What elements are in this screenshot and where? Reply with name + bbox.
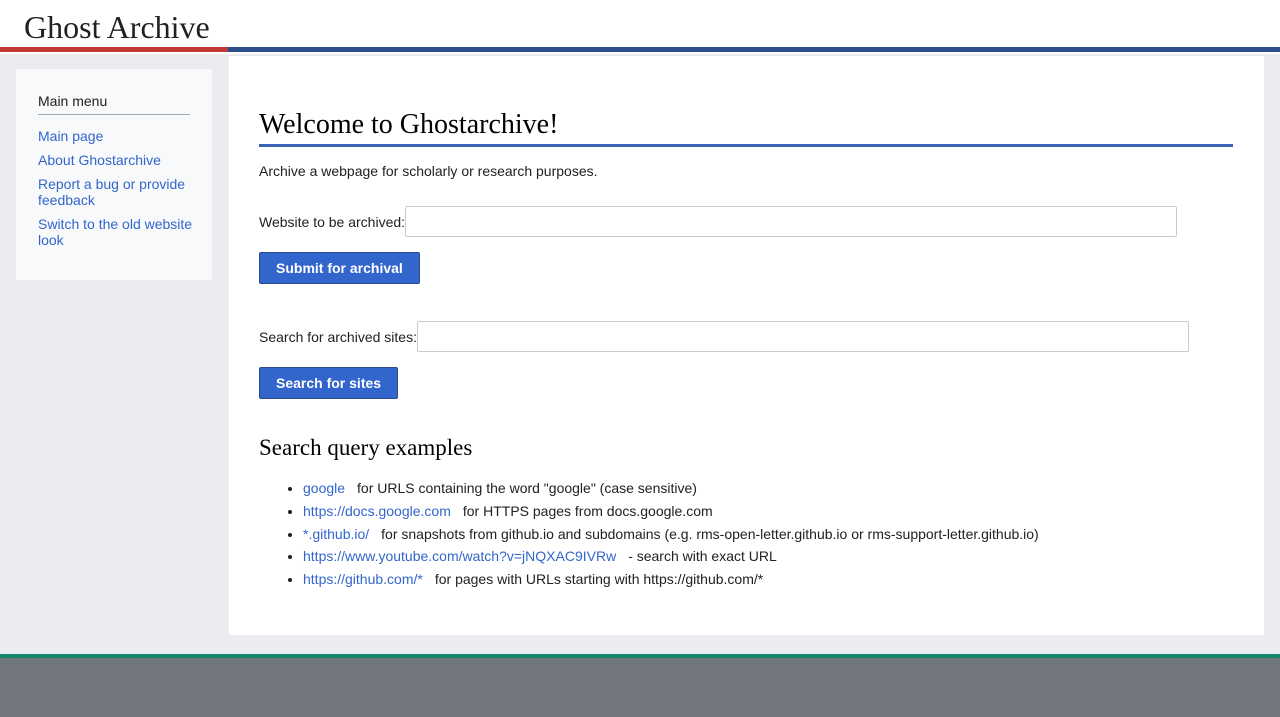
sidebar-heading: Main menu <box>38 93 190 115</box>
site-logo-title[interactable]: Ghost Archive <box>24 9 210 45</box>
example-query-link[interactable]: google <box>303 480 346 496</box>
site-footer <box>0 658 1280 717</box>
archive-form <box>259 206 1177 237</box>
example-description: for snapshots from github.io and subdomains (e.g. rms-open-letter.github.io or rms-support-letter.github.io) <box>381 525 1039 542</box>
list-item <box>303 523 1039 546</box>
sidebar-item-main-page <box>38 128 198 144</box>
page-title: Welcome to Ghostarchive! <box>259 108 1233 147</box>
examples-heading: Search query examples <box>259 435 473 460</box>
sidebar-link-report-bug[interactable]: Report a bug or provide feedback <box>38 176 186 208</box>
sidebar-link-main-page[interactable]: Main page <box>38 128 104 144</box>
search-form <box>259 321 1189 352</box>
header-accent-red <box>0 47 228 52</box>
submit-archival-button[interactable]: Submit for archival <box>259 252 420 284</box>
search-sites-input[interactable] <box>417 321 1189 352</box>
example-query-link[interactable]: https://docs.google.com <box>303 502 451 519</box>
sidebar-item-report-bug <box>38 176 198 208</box>
main-content <box>229 56 1264 635</box>
sidebar-link-about[interactable]: About Ghostarchive <box>38 152 161 168</box>
sidebar-menu <box>38 128 198 256</box>
example-description: - search with exact URL <box>628 548 777 565</box>
search-sites-button[interactable]: Search for sites <box>259 367 398 399</box>
intro-text: Archive a webpage for scholarly or research purposes. <box>259 163 598 179</box>
examples-list <box>285 477 1039 591</box>
sidebar-item-about <box>38 152 198 168</box>
example-query-link[interactable]: https://github.com/* <box>303 571 423 588</box>
list-item <box>303 500 1039 523</box>
example-description: for HTTPS pages from docs.google.com <box>462 502 713 519</box>
search-sites-label: Search for archived sites: <box>259 328 417 345</box>
example-query-link[interactable]: https://www.youtube.com/watch?v=jNQXAC9IVRw <box>303 548 617 565</box>
sidebar-item-old-look <box>38 216 198 248</box>
list-item <box>303 545 1039 568</box>
site-header <box>0 0 1280 54</box>
list-item <box>303 568 1039 591</box>
archive-url-input[interactable] <box>405 206 1177 237</box>
archive-url-label: Website to be archived: <box>259 213 406 230</box>
sidebar-link-old-look[interactable]: Switch to the old website look <box>38 216 193 248</box>
example-description: for URLS containing the word "google" (case sensitive) <box>357 480 697 496</box>
header-accent-blue <box>228 47 1280 52</box>
list-item <box>303 477 1039 500</box>
sidebar <box>16 69 212 280</box>
example-query-link[interactable]: *.github.io/ <box>303 525 370 542</box>
example-description: for pages with URLs starting with https://github.com/* <box>434 571 764 588</box>
